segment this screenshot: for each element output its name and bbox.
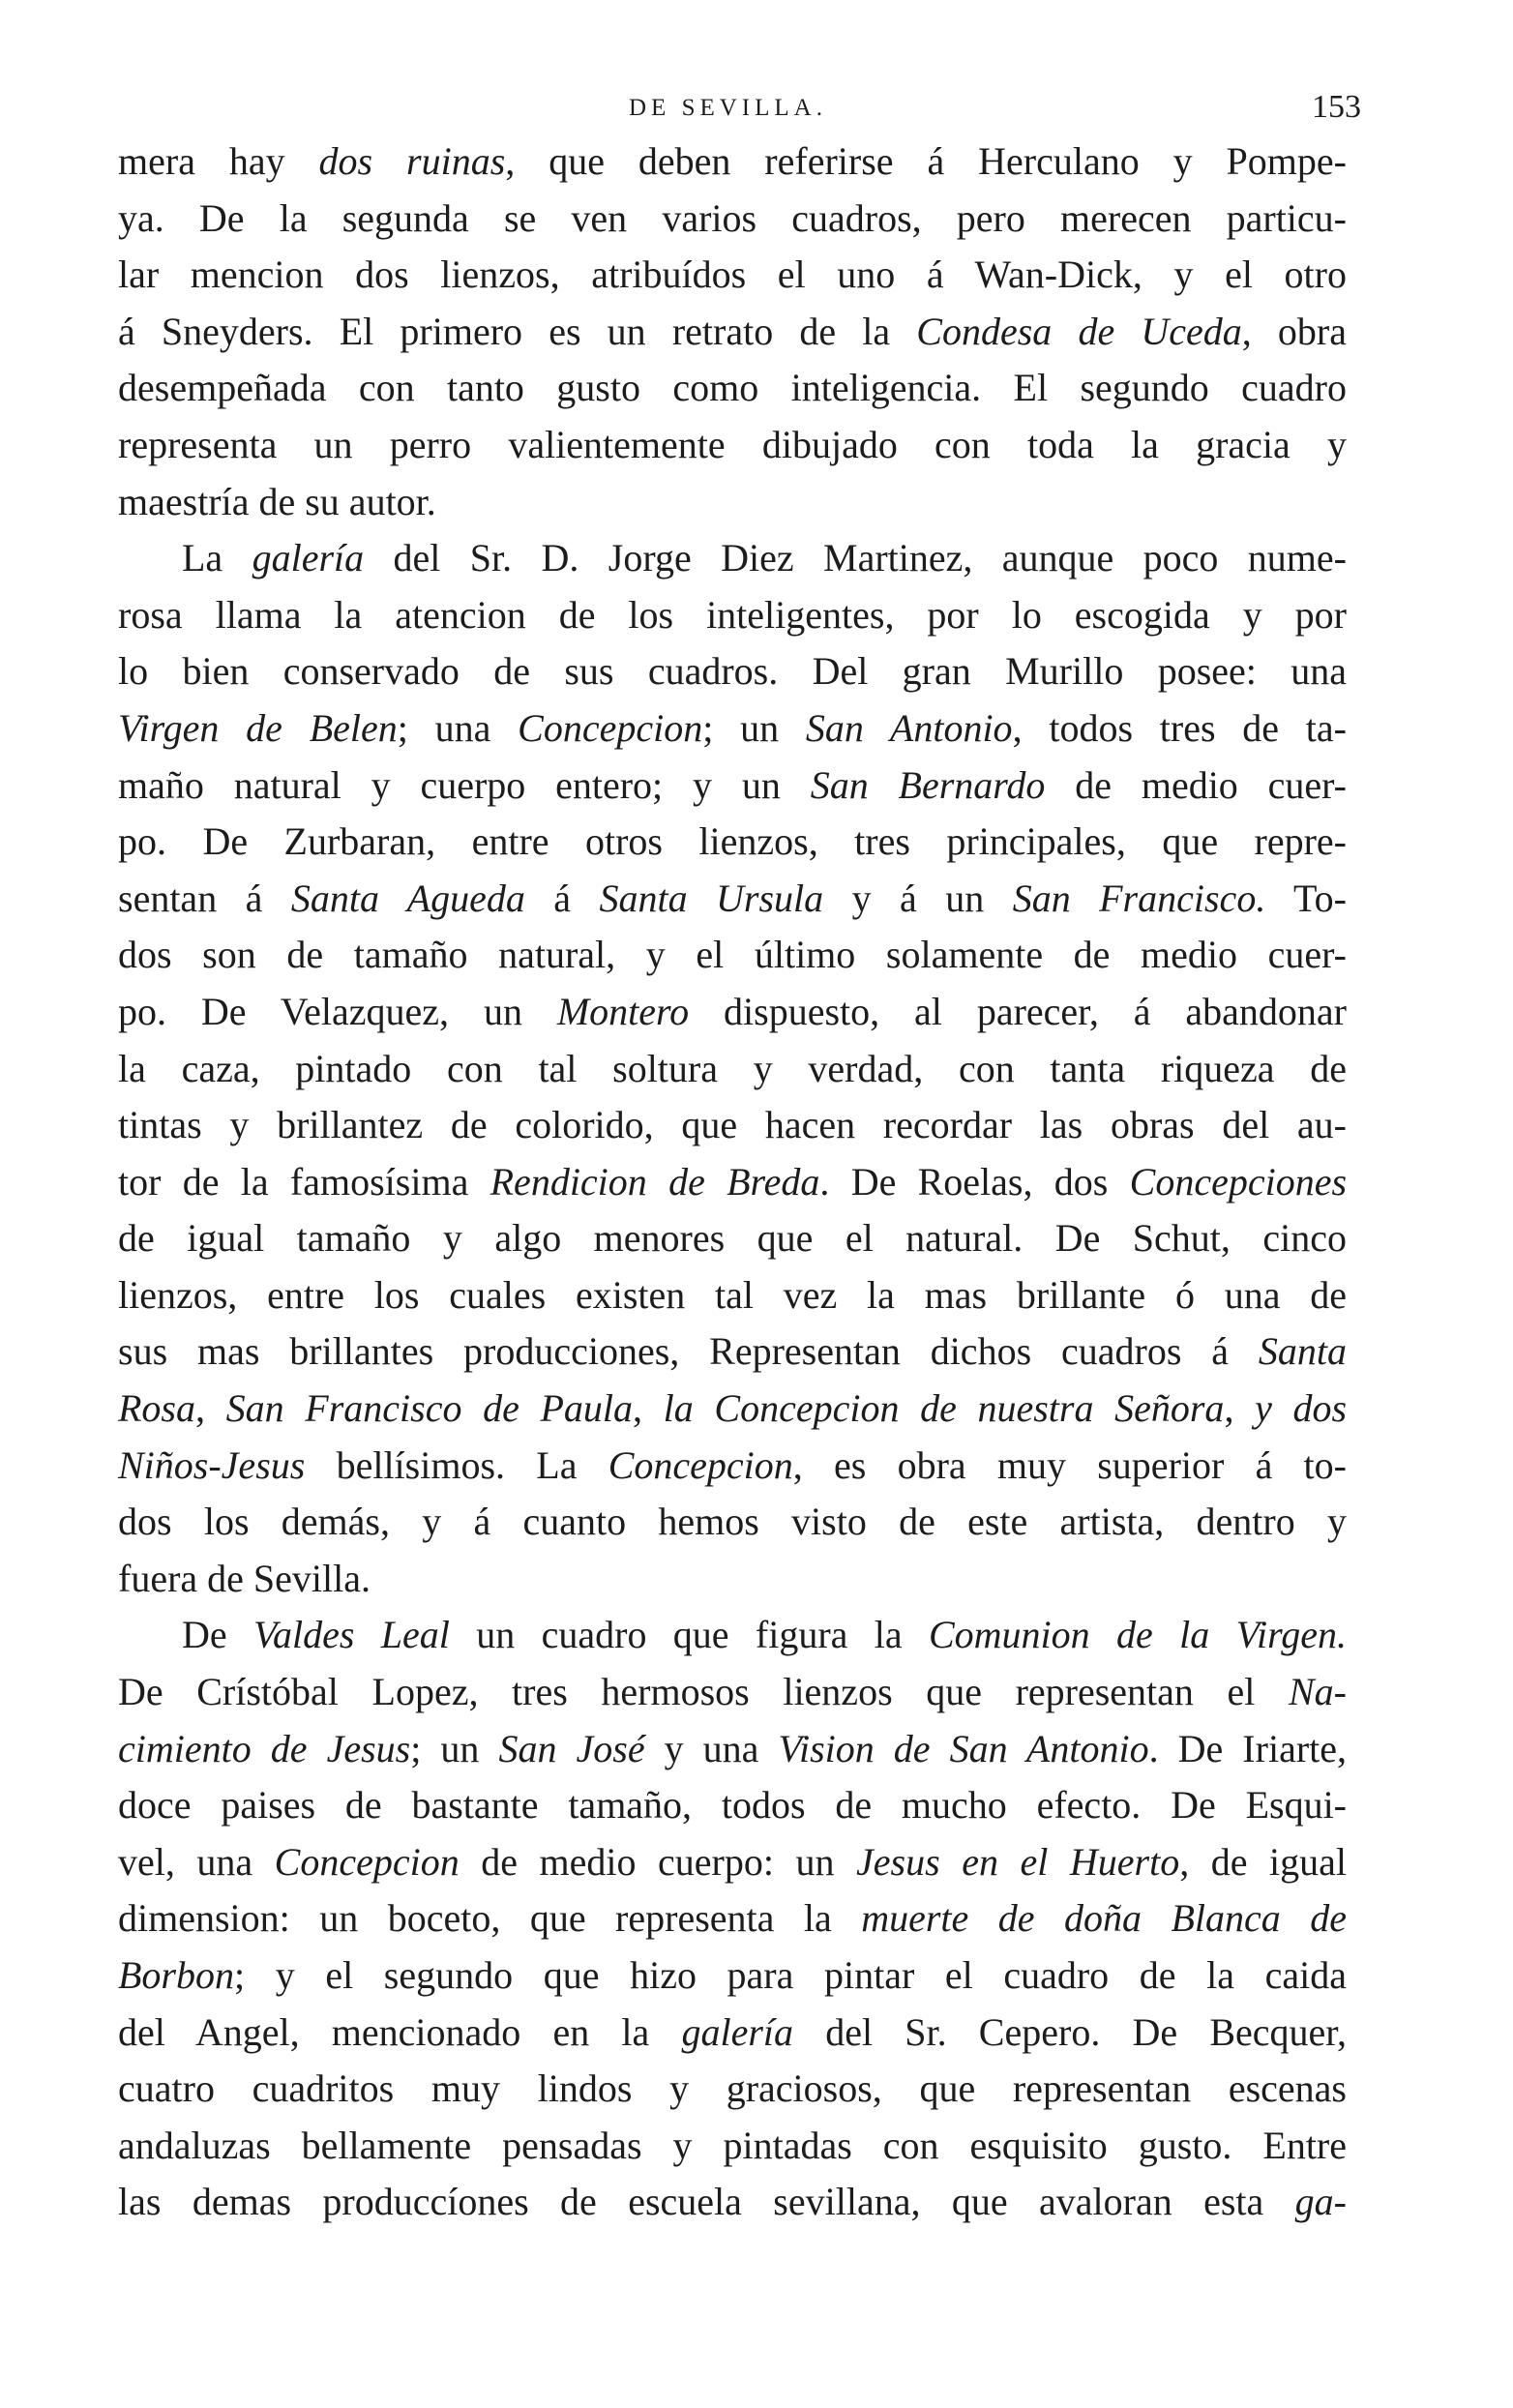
text-run: rosa llama la atencion de los inteligentes, por lo escogida y por bbox=[118, 592, 1347, 637]
italic-title: Concepcion bbox=[608, 1442, 793, 1487]
text-run: , obra bbox=[1241, 309, 1347, 353]
italic-title: Valdes Leal bbox=[253, 1613, 450, 1657]
text-line bbox=[118, 304, 1347, 361]
text-line bbox=[118, 758, 1347, 815]
italic-title: cimiento de Jesus bbox=[118, 1726, 411, 1770]
text-run: del Sr. D. Jorge Diez Martinez, aunque poco nume- bbox=[364, 536, 1347, 580]
text-line bbox=[118, 1777, 1347, 1834]
text-line bbox=[118, 1210, 1347, 1267]
italic-title: Comunion de la Virgen. bbox=[928, 1613, 1348, 1657]
text-run: De bbox=[182, 1613, 253, 1657]
text-line bbox=[118, 2061, 1347, 2118]
text-run: de medio cuer- bbox=[1045, 762, 1347, 807]
text-run: desempeñada con tanto gusto como inteligencia. El segundo cuadro bbox=[118, 366, 1347, 410]
text-line bbox=[118, 134, 1347, 191]
text-line bbox=[118, 417, 1347, 474]
text-run: del Sr. Cepero. De Becquer, bbox=[793, 2009, 1347, 2054]
italic-title: Concepcion bbox=[274, 1839, 460, 1884]
italic-title: y dos bbox=[1255, 1386, 1348, 1431]
text-line bbox=[118, 1834, 1347, 1891]
italic-title: Na- bbox=[1289, 1670, 1347, 1714]
text-run: dispuesto, al parecer, á abandonar bbox=[689, 989, 1347, 1033]
text-run: sus mas brillantes producciones, Representan dichos cuadros á bbox=[118, 1329, 1259, 1374]
text-line bbox=[118, 1267, 1347, 1324]
italic-title: la Concepcion de nuestra Señora bbox=[663, 1386, 1225, 1431]
italic-title: muerte de doña Blanca de bbox=[861, 1896, 1347, 1941]
italic-title: San José bbox=[498, 1726, 645, 1770]
text-line bbox=[118, 587, 1347, 644]
italic-title: Montero bbox=[556, 989, 690, 1033]
text-line bbox=[118, 1607, 1347, 1664]
text-run: dos los demás, y á cuanto hemos visto de este artista, dentro y bbox=[118, 1500, 1347, 1544]
text-run: De Crístóbal Lopez, tres hermosos lienzos que representan el bbox=[118, 1670, 1289, 1714]
text-run: ; y el segundo que hizo para pintar el cuadro de la caida bbox=[234, 1953, 1347, 1997]
text-run: las demas produccíones de escuela sevillana, que avaloran esta bbox=[118, 2180, 1295, 2224]
text-run: bellísimos. La bbox=[305, 1442, 608, 1487]
text-run: un cuadro que figura la bbox=[449, 1613, 929, 1657]
text-line bbox=[118, 360, 1347, 417]
italic-title: San Francisco de Paula bbox=[225, 1386, 634, 1431]
text-run: de igual tamaño y algo menores que el natural. De Schut, cinco bbox=[118, 1216, 1347, 1261]
text-line bbox=[118, 1494, 1347, 1551]
text-line bbox=[118, 1551, 1347, 1608]
text-run: mera hay bbox=[118, 139, 319, 183]
text-line bbox=[118, 1041, 1347, 1098]
text-run: tor de la famosísima bbox=[118, 1159, 490, 1204]
text-run: . De Iriarte, bbox=[1148, 1726, 1348, 1770]
italic-title: Rendicion de Breda bbox=[490, 1159, 820, 1204]
text-run: ya. De la segunda se ven varios cuadros, pero merecen particu- bbox=[118, 195, 1347, 240]
text-run: representa un perro valientemente dibujado con toda la gracia y bbox=[118, 422, 1347, 466]
text-run: ; un bbox=[410, 1726, 499, 1770]
text-line bbox=[118, 1890, 1347, 1947]
text-run: á bbox=[524, 876, 600, 920]
text-run: . De Roelas, dos bbox=[819, 1159, 1130, 1204]
text-line bbox=[118, 1947, 1347, 2005]
text-run: maestría de su autor. bbox=[118, 479, 436, 523]
text-line bbox=[118, 643, 1347, 700]
text-run: andaluzas bellamente pensadas y pintadas con esquisito gusto. Entre bbox=[118, 2123, 1347, 2167]
text-run: lar mencion dos lienzos, atribuídos el uno á Wan-Dick, y el otro bbox=[118, 253, 1347, 297]
text-run: y una bbox=[644, 1726, 779, 1770]
text-line bbox=[118, 191, 1347, 248]
text-run: , bbox=[633, 1386, 664, 1431]
text-run: , que deben referirse á Herculano y Pompe- bbox=[505, 139, 1347, 183]
text-run: ; un bbox=[702, 705, 806, 750]
text-run: maño natural y cuerpo entero; y un bbox=[118, 762, 811, 807]
text-line bbox=[118, 2174, 1347, 2231]
italic-title: galería bbox=[252, 536, 365, 580]
text-run: To- bbox=[1265, 876, 1347, 920]
text-line bbox=[118, 984, 1347, 1041]
italic-title: Santa Agueda bbox=[290, 876, 525, 920]
italic-title: Rosa bbox=[118, 1386, 195, 1431]
text-run: dos son de tamaño natural, y el último solamente de medio cuer- bbox=[118, 933, 1347, 977]
italic-title: San Francisco. bbox=[1012, 876, 1266, 920]
italic-title: San Antonio bbox=[805, 705, 1013, 750]
text-line bbox=[118, 2005, 1347, 2062]
text-line bbox=[118, 1438, 1347, 1495]
page-number: 153 bbox=[1312, 89, 1361, 125]
text-run: dimension: un boceto, que representa la bbox=[118, 1896, 862, 1941]
text-run: tintas y brillantez de colorido, que hacen recordar las obras del au- bbox=[118, 1103, 1347, 1147]
text-run: La bbox=[182, 536, 252, 580]
text-run: y á un bbox=[823, 876, 1013, 920]
text-run: po. De Zurbaran, entre otros lienzos, tres principales, que repre- bbox=[118, 819, 1347, 864]
text-line bbox=[118, 1664, 1347, 1721]
italic-title: Condesa de Uceda bbox=[916, 309, 1242, 353]
text-run: , bbox=[195, 1386, 226, 1431]
italic-title: Santa Ursula bbox=[599, 876, 824, 920]
text-line bbox=[118, 700, 1347, 758]
body-text bbox=[118, 134, 1347, 2231]
italic-title: Niños-Jesus bbox=[118, 1442, 306, 1487]
text-run: de medio cuerpo: un bbox=[459, 1839, 857, 1884]
italic-title: galería bbox=[681, 2009, 794, 2054]
text-run: , es obra muy superior á to- bbox=[792, 1442, 1347, 1487]
italic-title: dos ruinas bbox=[318, 139, 506, 183]
italic-title: San Bernardo bbox=[810, 762, 1046, 807]
text-run: , todos tres de ta- bbox=[1012, 705, 1347, 750]
text-line bbox=[118, 814, 1347, 871]
text-line bbox=[118, 474, 1347, 531]
text-line bbox=[118, 1097, 1347, 1154]
text-line bbox=[118, 871, 1347, 928]
text-line bbox=[118, 1721, 1347, 1778]
text-line bbox=[118, 927, 1347, 984]
italic-title: Jesus en el Huerto bbox=[856, 1839, 1180, 1884]
text-line bbox=[118, 247, 1347, 304]
text-run: , bbox=[1224, 1386, 1256, 1431]
text-run: fuera de Sevilla. bbox=[118, 1556, 371, 1600]
running-title: DE SEVILLA. bbox=[629, 95, 827, 121]
italic-title: Borbon bbox=[118, 1953, 234, 1997]
text-line bbox=[118, 1381, 1347, 1438]
italic-title: Concepciones bbox=[1129, 1159, 1348, 1204]
text-run: ; una bbox=[397, 705, 519, 750]
text-line bbox=[118, 530, 1347, 587]
text-run: lienzos, entre los cuales existen tal vez la mas brillante ó una de bbox=[118, 1272, 1347, 1317]
text-line bbox=[118, 1323, 1347, 1381]
text-run: del Angel, mencionado en la bbox=[118, 2009, 682, 2054]
text-run: , de igual bbox=[1179, 1839, 1347, 1884]
text-line bbox=[118, 2118, 1347, 2175]
text-line bbox=[118, 1154, 1347, 1211]
text-run: lo bien conservado de sus cuadros. Del gran Murillo posee: una bbox=[118, 649, 1347, 694]
text-run: la caza, pintado con tal soltura y verdad, con tanta riqueza de bbox=[118, 1046, 1347, 1090]
italic-title: Vision de San Antonio bbox=[778, 1726, 1149, 1770]
text-run: sentan á bbox=[118, 876, 291, 920]
text-run: doce paises de bastante tamaño, todos de mucho efecto. De Esqui- bbox=[118, 1783, 1347, 1828]
italic-title: Concepcion bbox=[518, 705, 703, 750]
text-run: á Sneyders. El primero es un retrato de la bbox=[118, 309, 917, 353]
italic-title: ga- bbox=[1294, 2180, 1347, 2224]
text-run: vel, una bbox=[118, 1839, 275, 1884]
italic-title: Virgen de Belen bbox=[118, 705, 398, 750]
text-run: po. De Velazquez, un bbox=[118, 989, 557, 1033]
italic-title: Santa bbox=[1258, 1329, 1347, 1374]
text-run: cuatro cuadritos muy lindos y graciosos, que representan escenas bbox=[118, 2066, 1347, 2111]
